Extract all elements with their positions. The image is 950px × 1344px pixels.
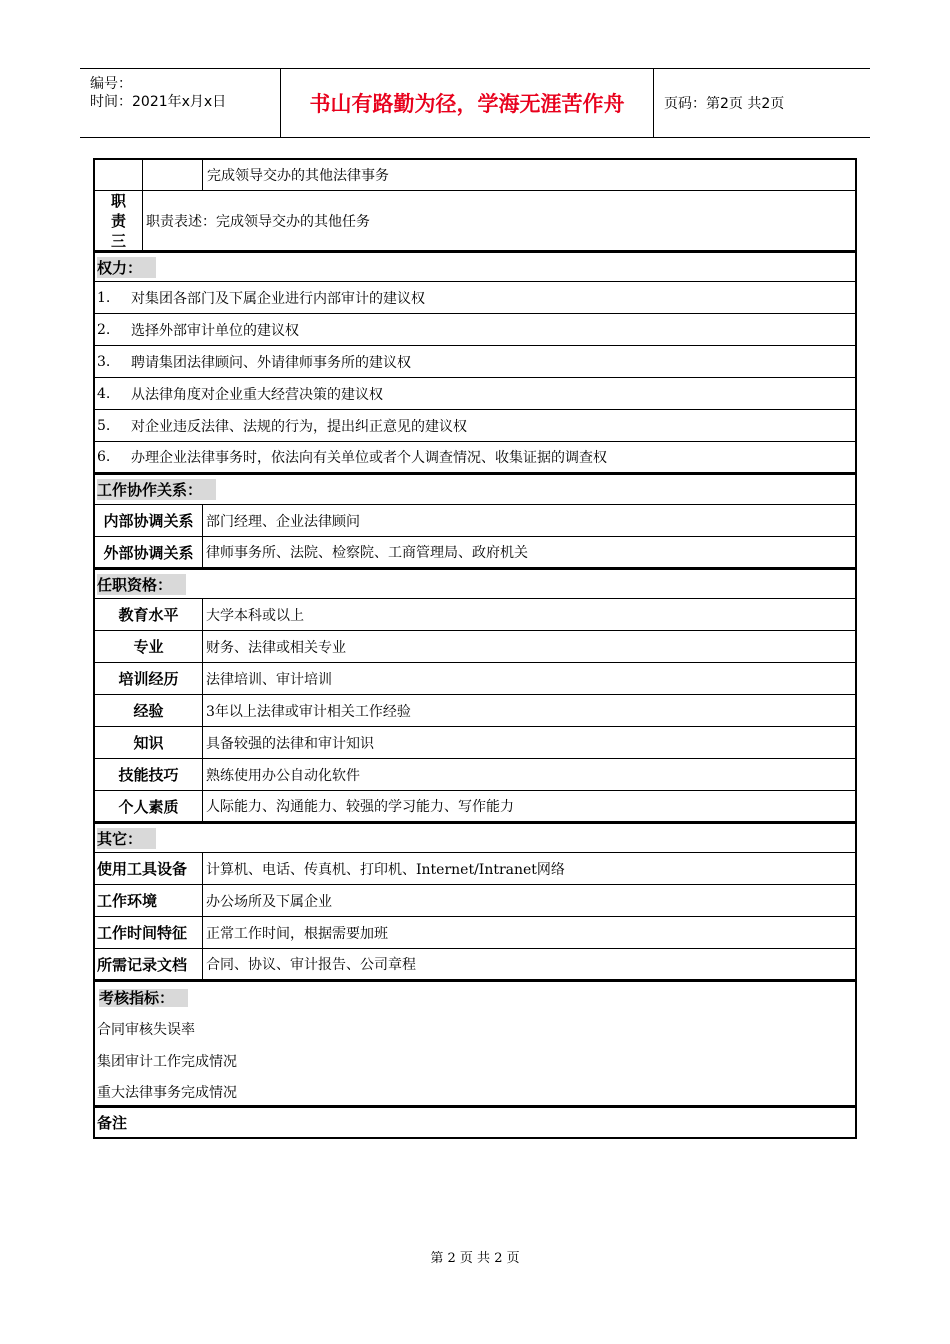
powers-section-header: [95, 251, 855, 282]
qualification-label: 教育水平: [95, 599, 203, 630]
qualification-label: 培训经历: [95, 663, 203, 694]
other-label: 工作环境: [95, 885, 203, 916]
powers-title: 权力：: [97, 257, 156, 278]
relation-value: 部门经理、企业法律顾问: [206, 513, 360, 530]
power-item: [95, 378, 855, 410]
time-label: 时间：2021年x月x日: [90, 94, 227, 110]
qualification-row: [95, 599, 855, 631]
qualification-row: [95, 727, 855, 759]
other-label: 所需记录文档: [95, 949, 203, 979]
relation-value: 律师事务所、法院、检察院、工商管理局、政府机关: [206, 545, 528, 561]
power-text: 对企业违反法律、法规的行为，提出纠正意见的建议权: [131, 418, 467, 435]
qualification-value: 人际能力、沟通能力、较强的学习能力、写作能力: [206, 799, 514, 815]
power-item: [95, 442, 855, 473]
header-motto: 书山有路勤为径，学海无涯苦作舟: [281, 69, 654, 137]
power-item: [95, 282, 855, 314]
relation-label: 内部协调关系: [95, 505, 203, 536]
remarks-row: [95, 1106, 855, 1137]
qualification-label: 技能技巧: [95, 759, 203, 790]
qualification-label: 知识: [95, 727, 203, 758]
other-value: 办公场所及下属企业: [206, 893, 332, 910]
relations-section-header: [95, 473, 855, 505]
duty-prev-row: [95, 160, 855, 191]
remarks-title: 备注: [97, 1114, 128, 1132]
qualifications-title: 任职资格：: [97, 574, 186, 595]
power-num: 5.: [97, 417, 111, 434]
power-num: 2.: [97, 321, 111, 338]
duty-prev-sub-cell: [143, 160, 203, 190]
relation-row: [95, 537, 855, 568]
qualification-label: 个人素质: [95, 791, 203, 821]
relation-label: 外部协调关系: [95, 537, 203, 567]
qualification-value: 财务、法律或相关专业: [206, 639, 346, 656]
qualifications-section-header: [95, 568, 855, 599]
duty3-label: 职责三: [95, 191, 143, 250]
assessment-title: 考核指标：: [99, 989, 188, 1007]
other-label: 使用工具设备: [95, 853, 203, 884]
power-item: [95, 410, 855, 442]
qualification-value: 具备较强的法律和审计知识: [206, 735, 374, 752]
page-footer: 第 2 页 共 2 页: [430, 1251, 520, 1266]
header-meta: [80, 69, 281, 137]
other-row: [95, 853, 855, 885]
other-row: [95, 885, 855, 917]
power-num: 4.: [97, 385, 111, 402]
relation-row: [95, 505, 855, 537]
other-row: [95, 949, 855, 980]
assessment-item: 重大法律事务完成情况: [97, 1085, 237, 1101]
power-text: 对集团各部门及下属企业进行内部审计的建议权: [131, 290, 425, 307]
other-section-header: [95, 822, 855, 853]
duty3-row: [95, 191, 855, 251]
power-item: [95, 314, 855, 346]
qualification-label: 经验: [95, 695, 203, 726]
assessment-item: 合同审核失误率: [97, 1022, 195, 1038]
page-header: [80, 68, 870, 138]
power-num: 1.: [97, 289, 111, 306]
qualification-value: 3年以上法律或审计相关工作经验: [206, 703, 411, 720]
qualification-label: 专业: [95, 631, 203, 662]
qualification-row: [95, 695, 855, 727]
header-page-info: 页码：第2页 共2页: [664, 96, 785, 112]
qualification-value: 法律培训、审计培训: [206, 671, 332, 688]
qualification-row: [95, 759, 855, 791]
other-value: 合同、协议、审计报告、公司章程: [206, 957, 416, 973]
other-value: 计算机、电话、传真机、打印机、Internet/Intranet网络: [206, 861, 565, 878]
power-num: 3.: [97, 353, 111, 370]
qualification-value: 大学本科或以上: [206, 607, 304, 624]
assessment-section: [95, 980, 855, 1106]
power-item: [95, 346, 855, 378]
relations-title: 工作协作关系：: [97, 479, 216, 500]
other-label: 工作时间特征: [95, 917, 203, 948]
qualification-row: [95, 791, 855, 822]
qualification-value: 熟练使用办公自动化软件: [206, 767, 360, 784]
other-value: 正常工作时间，根据需要加班: [206, 925, 388, 942]
qualification-row: [95, 663, 855, 695]
assessment-item: 集团审计工作完成情况: [97, 1054, 237, 1070]
power-text: 从法律角度对企业重大经营决策的建议权: [131, 386, 383, 403]
power-text: 办理企业法律事务时，依法向有关单位或者个人调查情况、收集证据的调查权: [131, 450, 607, 466]
power-text: 选择外部审计单位的建议权: [131, 322, 299, 339]
duty-prev-label-cell: [95, 160, 143, 190]
qualification-row: [95, 631, 855, 663]
duty3-desc: 职责表述：完成领导交办的其他任务: [146, 213, 370, 230]
power-num: 6.: [97, 449, 111, 465]
duty-prev-text: 完成领导交办的其他法律事务: [207, 168, 389, 184]
power-text: 聘请集团法律顾问、外请律师事务所的建议权: [131, 354, 411, 371]
other-row: [95, 917, 855, 949]
job-description-table: [93, 158, 857, 1139]
serial-label: 编号：: [90, 76, 132, 92]
other-title: 其它：: [97, 828, 156, 849]
